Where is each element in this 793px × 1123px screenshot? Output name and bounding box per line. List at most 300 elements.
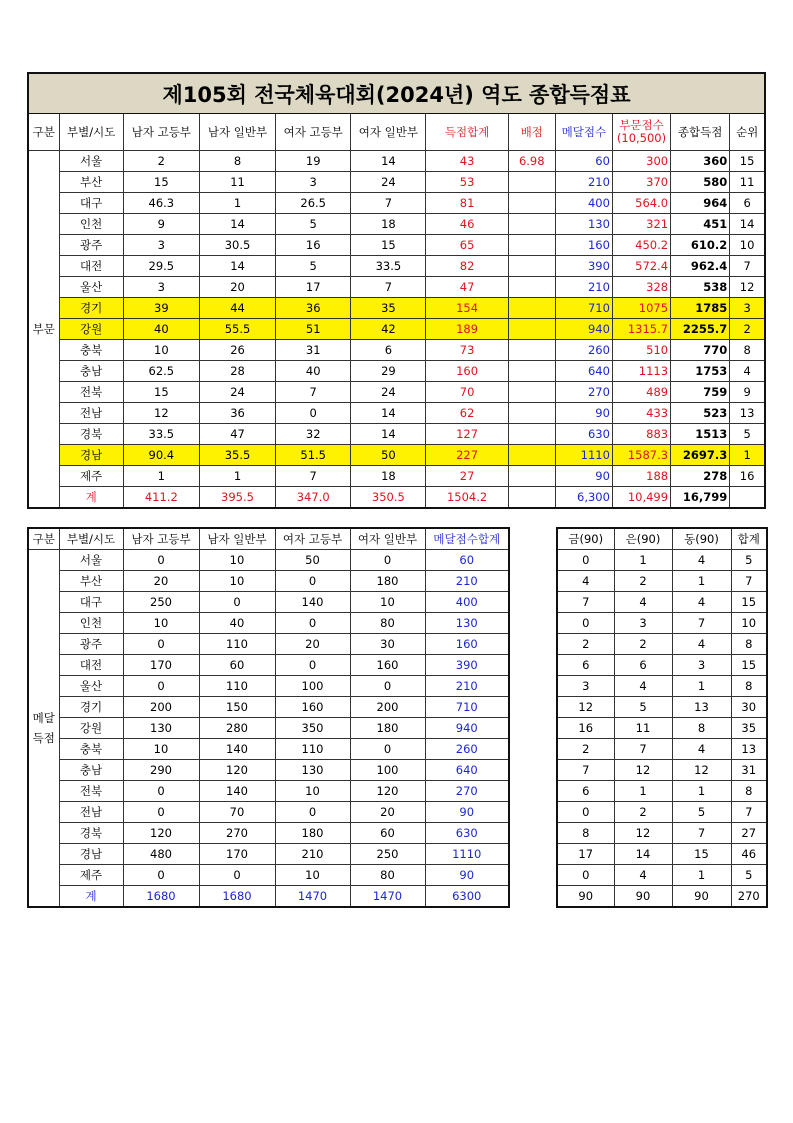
- table-row: [557, 781, 767, 802]
- header-medal-score: 메달점수: [555, 114, 612, 151]
- cell-section-score: 433: [612, 403, 670, 424]
- table-row: [28, 550, 509, 571]
- cell-sum: 5: [731, 865, 767, 886]
- total-overall-score: 16,799: [671, 487, 730, 509]
- total-city: 계: [59, 487, 123, 509]
- header-women-general: 여자 일반부: [351, 114, 426, 151]
- cell-sum: 5: [731, 550, 767, 571]
- cell-medal-score: 270: [555, 382, 612, 403]
- cell-gold: 17: [557, 844, 614, 865]
- table-row: [557, 739, 767, 760]
- cell-women-highschool: 31: [276, 340, 351, 361]
- cell-men-general: 10: [199, 571, 275, 592]
- cell-overall-score: 1753: [671, 361, 730, 382]
- cell-women-highschool: 7: [276, 382, 351, 403]
- cell-overall-score: 278: [671, 466, 730, 487]
- cell-gold: 8: [557, 823, 614, 844]
- header-section-score-label: 부문점수: [619, 118, 664, 132]
- cell-medal-score: 940: [555, 319, 612, 340]
- table-row: [28, 256, 765, 277]
- header-men-highschool: 남자 고등부: [123, 528, 199, 550]
- total-allotted-points: [508, 487, 555, 509]
- cell-allotted-points: [508, 424, 555, 445]
- cell-medal-score: 1110: [555, 445, 612, 466]
- cell-women-general: 200: [350, 697, 425, 718]
- table-row: [28, 403, 765, 424]
- cell-city: 대구: [59, 193, 123, 214]
- cell-allotted-points: [508, 193, 555, 214]
- cell-city: 인천: [59, 613, 123, 634]
- cell-medal-score-total: 160: [425, 634, 509, 655]
- cell-gold: 6: [557, 655, 614, 676]
- cell-men-general: 110: [199, 676, 275, 697]
- cell-men-general: 28: [199, 361, 275, 382]
- cell-men-general: 140: [199, 781, 275, 802]
- cell-section-score: 1587.3: [612, 445, 670, 466]
- cell-city: 서울: [59, 550, 123, 571]
- header-score-total: 득점합계: [426, 114, 508, 151]
- cell-men-highschool: 250: [123, 592, 199, 613]
- total-medal-score-total: 6300: [425, 886, 509, 908]
- cell-women-general: 60: [350, 823, 425, 844]
- cell-rank: 12: [730, 277, 765, 298]
- cell-allotted-points: [508, 277, 555, 298]
- cell-medal-score: 630: [555, 424, 612, 445]
- cell-medal-score-total: 1110: [425, 844, 509, 865]
- cell-medal-score-total: 640: [425, 760, 509, 781]
- cell-city: 경남: [59, 445, 123, 466]
- cell-women-general: 160: [350, 655, 425, 676]
- cell-sum: 8: [731, 634, 767, 655]
- cell-medal-score-total: 210: [425, 571, 509, 592]
- cell-women-general: 42: [351, 319, 426, 340]
- cell-sum: 30: [731, 697, 767, 718]
- cell-allotted-points: [508, 235, 555, 256]
- cell-gold: 2: [557, 634, 614, 655]
- cell-sum: 8: [731, 781, 767, 802]
- cell-overall-score: 1513: [671, 424, 730, 445]
- header-men-highschool: 남자 고등부: [123, 114, 199, 151]
- cell-medal-score: 400: [555, 193, 612, 214]
- cell-women-general: 100: [350, 760, 425, 781]
- cell-rank: 16: [730, 466, 765, 487]
- overall-score-table: [27, 72, 766, 509]
- table-row: [28, 466, 765, 487]
- cell-women-highschool: 5: [276, 214, 351, 235]
- header-category: 구분: [28, 114, 59, 151]
- cell-section-score: 328: [612, 277, 670, 298]
- cell-bronze: 4: [672, 634, 731, 655]
- header-women-general: 여자 일반부: [350, 528, 425, 550]
- cell-women-highschool: 7: [276, 466, 351, 487]
- cell-men-highschool: 290: [123, 760, 199, 781]
- header-gold: 금(90): [557, 528, 614, 550]
- cell-men-highschool: 39: [123, 298, 199, 319]
- cell-bronze: 12: [672, 760, 731, 781]
- cell-men-general: 140: [199, 739, 275, 760]
- cell-women-highschool: 0: [275, 802, 350, 823]
- cell-women-highschool: 100: [275, 676, 350, 697]
- cell-silver: 5: [614, 697, 672, 718]
- table-row: [28, 445, 765, 466]
- cell-women-highschool: 10: [275, 781, 350, 802]
- cell-sum: 46: [731, 844, 767, 865]
- cell-allotted-points: [508, 319, 555, 340]
- cell-rank: 5: [730, 424, 765, 445]
- cell-silver: 4: [614, 676, 672, 697]
- cell-women-highschool: 0: [275, 655, 350, 676]
- cell-women-general: 14: [351, 151, 426, 172]
- cell-women-general: 18: [351, 466, 426, 487]
- cell-gold: 4: [557, 571, 614, 592]
- cell-allotted-points: [508, 403, 555, 424]
- cell-women-general: 250: [350, 844, 425, 865]
- cell-women-general: 50: [351, 445, 426, 466]
- cell-women-highschool: 36: [276, 298, 351, 319]
- cell-women-highschool: 110: [275, 739, 350, 760]
- header-section-score: [612, 114, 670, 151]
- cell-section-score: 1075: [612, 298, 670, 319]
- cell-silver: 7: [614, 739, 672, 760]
- cell-men-general: 60: [199, 655, 275, 676]
- cell-city: 제주: [59, 865, 123, 886]
- cell-overall-score: 2255.7: [671, 319, 730, 340]
- cell-women-highschool: 180: [275, 823, 350, 844]
- cell-silver: 2: [614, 571, 672, 592]
- cell-score-total: 53: [426, 172, 508, 193]
- cell-sum: 27: [731, 823, 767, 844]
- cell-section-score: 300: [612, 151, 670, 172]
- cell-men-highschool: 10: [123, 613, 199, 634]
- cell-medal-score: 210: [555, 172, 612, 193]
- header-medal-score-total: 메달점수합계: [425, 528, 509, 550]
- total-sum: 270: [731, 886, 767, 908]
- cell-women-highschool: 17: [276, 277, 351, 298]
- cell-men-highschool: 3: [123, 277, 199, 298]
- cell-medal-score-total: 400: [425, 592, 509, 613]
- cell-city: 대구: [59, 592, 123, 613]
- cell-rank: 14: [730, 214, 765, 235]
- cell-sum: 13: [731, 739, 767, 760]
- cell-women-general: 14: [351, 424, 426, 445]
- cell-men-general: 170: [199, 844, 275, 865]
- cell-women-highschool: 26.5: [276, 193, 351, 214]
- table-row: [28, 361, 765, 382]
- cell-bronze: 8: [672, 718, 731, 739]
- total-row: [28, 886, 509, 908]
- table-row: [28, 571, 509, 592]
- cell-bronze: 4: [672, 592, 731, 613]
- cell-men-highschool: 20: [123, 571, 199, 592]
- cell-medal-score: 160: [555, 235, 612, 256]
- cell-women-general: 80: [350, 865, 425, 886]
- cell-men-highschool: 90.4: [123, 445, 199, 466]
- cell-rank: 9: [730, 382, 765, 403]
- cell-section-score: 572.4: [612, 256, 670, 277]
- cell-sum: 7: [731, 571, 767, 592]
- cell-women-general: 33.5: [351, 256, 426, 277]
- cell-gold: 3: [557, 676, 614, 697]
- total-women-general: 1470: [350, 886, 425, 908]
- cell-men-general: 14: [199, 214, 275, 235]
- cell-silver: 12: [614, 823, 672, 844]
- cell-overall-score: 962.4: [671, 256, 730, 277]
- cell-city: 광주: [59, 634, 123, 655]
- header-women-highschool: 여자 고등부: [276, 114, 351, 151]
- cell-bronze: 1: [672, 865, 731, 886]
- header-silver: 은(90): [614, 528, 672, 550]
- cell-medal-score: 210: [555, 277, 612, 298]
- cell-men-highschool: 40: [123, 319, 199, 340]
- cell-bronze: 3: [672, 655, 731, 676]
- table-row: [557, 760, 767, 781]
- table-row: [28, 214, 765, 235]
- cell-men-highschool: 62.5: [123, 361, 199, 382]
- cell-medal-score-total: 630: [425, 823, 509, 844]
- cell-men-highschool: 10: [123, 340, 199, 361]
- cell-gold: 0: [557, 802, 614, 823]
- header-allotted-points: 배점: [508, 114, 555, 151]
- cell-silver: 3: [614, 613, 672, 634]
- total-men-highschool: 411.2: [123, 487, 199, 509]
- total-men-highschool: 1680: [123, 886, 199, 908]
- cell-rank: 4: [730, 361, 765, 382]
- cell-medal-score: 60: [555, 151, 612, 172]
- cell-city: 충북: [59, 340, 123, 361]
- table-row: [557, 823, 767, 844]
- cell-silver: 2: [614, 802, 672, 823]
- cell-medal-score-total: 60: [425, 550, 509, 571]
- cell-men-highschool: 170: [123, 655, 199, 676]
- cell-men-general: 10: [199, 550, 275, 571]
- cell-men-general: 270: [199, 823, 275, 844]
- table-row: [557, 550, 767, 571]
- cell-section-score: 188: [612, 466, 670, 487]
- cell-city: 강원: [59, 319, 123, 340]
- total-silver: 90: [614, 886, 672, 908]
- cell-city: 대전: [59, 256, 123, 277]
- cell-allotted-points: [508, 214, 555, 235]
- cell-women-highschool: 32: [276, 424, 351, 445]
- cell-men-general: 0: [199, 592, 275, 613]
- cell-men-general: 44: [199, 298, 275, 319]
- table-row: [28, 298, 765, 319]
- cell-overall-score: 580: [671, 172, 730, 193]
- table-row: [28, 739, 509, 760]
- table-row: [28, 655, 509, 676]
- cell-section-score: 510: [612, 340, 670, 361]
- cell-sum: 15: [731, 655, 767, 676]
- cell-men-highschool: 46.3: [123, 193, 199, 214]
- cell-men-general: 24: [199, 382, 275, 403]
- cell-women-general: 0: [350, 739, 425, 760]
- table-row: [557, 802, 767, 823]
- cell-men-general: 1: [199, 466, 275, 487]
- cell-women-general: 7: [351, 277, 426, 298]
- cell-medal-score: 390: [555, 256, 612, 277]
- cell-bronze: 4: [672, 550, 731, 571]
- total-women-general: 350.5: [351, 487, 426, 509]
- cell-men-highschool: 120: [123, 823, 199, 844]
- table-row: [28, 424, 765, 445]
- cell-city: 경기: [59, 697, 123, 718]
- total-row: [557, 886, 767, 908]
- cell-men-general: 14: [199, 256, 275, 277]
- cell-women-general: 30: [350, 634, 425, 655]
- cell-silver: 2: [614, 634, 672, 655]
- cell-men-general: 110: [199, 634, 275, 655]
- cell-sum: 35: [731, 718, 767, 739]
- cell-overall-score: 770: [671, 340, 730, 361]
- cell-bronze: 15: [672, 844, 731, 865]
- cell-section-score: 370: [612, 172, 670, 193]
- cell-men-highschool: 2: [123, 151, 199, 172]
- cell-score-total: 189: [426, 319, 508, 340]
- cell-allotted-points: [508, 298, 555, 319]
- total-medal-score: 6,300: [555, 487, 612, 509]
- cell-allotted-points: [508, 361, 555, 382]
- table-row: [28, 634, 509, 655]
- cell-men-general: 20: [199, 277, 275, 298]
- cell-bronze: 13: [672, 697, 731, 718]
- cell-rank: 15: [730, 151, 765, 172]
- table-row: [28, 676, 509, 697]
- cell-section-score: 450.2: [612, 235, 670, 256]
- cell-men-general: 55.5: [199, 319, 275, 340]
- cell-medal-score-total: 940: [425, 718, 509, 739]
- cell-gold: 2: [557, 739, 614, 760]
- total-city: 계: [59, 886, 123, 908]
- cell-women-highschool: 51.5: [276, 445, 351, 466]
- table-row: [557, 655, 767, 676]
- cell-women-general: 35: [351, 298, 426, 319]
- cell-men-highschool: 10: [123, 739, 199, 760]
- cell-overall-score: 538: [671, 277, 730, 298]
- cell-silver: 1: [614, 550, 672, 571]
- table-row: [28, 235, 765, 256]
- total-women-highschool: 347.0: [276, 487, 351, 509]
- cell-men-general: 35.5: [199, 445, 275, 466]
- table-row: [28, 823, 509, 844]
- cell-allotted-points: [508, 382, 555, 403]
- cell-allotted-points: [508, 466, 555, 487]
- cell-overall-score: 1785: [671, 298, 730, 319]
- cell-section-score: 1113: [612, 361, 670, 382]
- cell-rank: 2: [730, 319, 765, 340]
- cell-city: 강원: [59, 718, 123, 739]
- cell-men-highschool: 12: [123, 403, 199, 424]
- group-label-medal-score: [28, 550, 59, 908]
- cell-women-general: 10: [350, 592, 425, 613]
- table-row: [557, 592, 767, 613]
- cell-city: 울산: [59, 277, 123, 298]
- cell-women-general: 15: [351, 235, 426, 256]
- table-row: [28, 151, 765, 172]
- cell-men-highschool: 0: [123, 550, 199, 571]
- table-row: [28, 592, 509, 613]
- cell-gold: 7: [557, 592, 614, 613]
- cell-men-highschool: 29.5: [123, 256, 199, 277]
- total-gold: 90: [557, 886, 614, 908]
- cell-men-general: 40: [199, 613, 275, 634]
- header-medal-sum: 합계: [731, 528, 767, 550]
- cell-sum: 10: [731, 613, 767, 634]
- cell-overall-score: 2697.3: [671, 445, 730, 466]
- cell-sum: 7: [731, 802, 767, 823]
- table-row: [557, 634, 767, 655]
- cell-men-highschool: 0: [123, 634, 199, 655]
- cell-sum: 8: [731, 676, 767, 697]
- cell-women-highschool: 5: [276, 256, 351, 277]
- cell-city: 제주: [59, 466, 123, 487]
- cell-women-highschool: 40: [276, 361, 351, 382]
- cell-medal-score: 710: [555, 298, 612, 319]
- table-header-row: [28, 528, 509, 550]
- cell-score-total: 65: [426, 235, 508, 256]
- cell-gold: 0: [557, 865, 614, 886]
- cell-score-total: 47: [426, 277, 508, 298]
- cell-medal-score: 130: [555, 214, 612, 235]
- cell-women-general: 80: [350, 613, 425, 634]
- table-row: [28, 781, 509, 802]
- cell-city: 경기: [59, 298, 123, 319]
- cell-women-highschool: 130: [275, 760, 350, 781]
- total-rank: [730, 487, 765, 509]
- cell-gold: 7: [557, 760, 614, 781]
- cell-women-highschool: 20: [275, 634, 350, 655]
- cell-men-general: 30.5: [199, 235, 275, 256]
- cell-medal-score-total: 90: [425, 802, 509, 823]
- header-women-highschool: 여자 고등부: [275, 528, 350, 550]
- cell-silver: 1: [614, 781, 672, 802]
- cell-men-general: 0: [199, 865, 275, 886]
- cell-women-general: 24: [351, 172, 426, 193]
- cell-silver: 4: [614, 592, 672, 613]
- cell-overall-score: 964: [671, 193, 730, 214]
- table-row: [28, 865, 509, 886]
- table-row: [28, 718, 509, 739]
- table-header-row: [28, 114, 765, 151]
- cell-men-highschool: 200: [123, 697, 199, 718]
- cell-section-score: 883: [612, 424, 670, 445]
- cell-men-general: 36: [199, 403, 275, 424]
- cell-score-total: 154: [426, 298, 508, 319]
- cell-men-highschool: 15: [123, 172, 199, 193]
- cell-city: 경북: [59, 823, 123, 844]
- cell-women-highschool: 210: [275, 844, 350, 865]
- table-row: [28, 172, 765, 193]
- cell-women-highschool: 0: [275, 613, 350, 634]
- medal-score-table: [27, 527, 510, 908]
- cell-medal-score: 90: [555, 466, 612, 487]
- cell-men-highschool: 15: [123, 382, 199, 403]
- cell-city: 부산: [59, 571, 123, 592]
- cell-rank: 6: [730, 193, 765, 214]
- cell-overall-score: 610.2: [671, 235, 730, 256]
- cell-silver: 4: [614, 865, 672, 886]
- cell-women-highschool: 350: [275, 718, 350, 739]
- cell-gold: 0: [557, 613, 614, 634]
- cell-allotted-points: 6.98: [508, 151, 555, 172]
- total-women-highschool: 1470: [275, 886, 350, 908]
- cell-men-general: 11: [199, 172, 275, 193]
- table-row: [557, 571, 767, 592]
- cell-men-highschool: 9: [123, 214, 199, 235]
- cell-medal-score-total: 260: [425, 739, 509, 760]
- cell-bronze: 5: [672, 802, 731, 823]
- total-men-general: 395.5: [199, 487, 275, 509]
- cell-women-highschool: 0: [276, 403, 351, 424]
